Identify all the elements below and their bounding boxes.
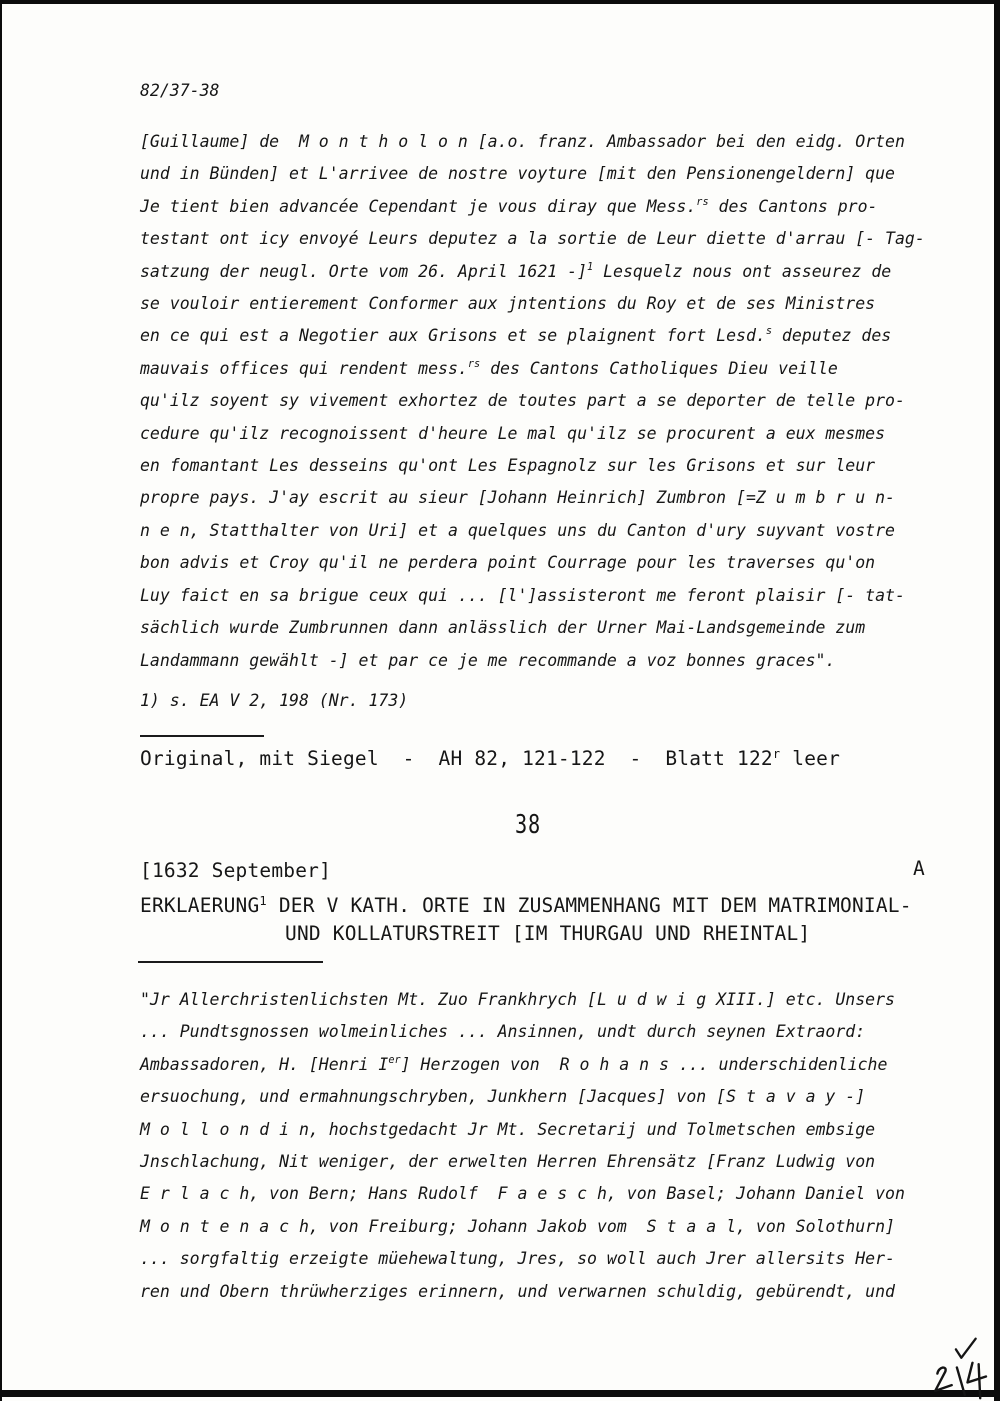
scan-border-top	[0, 0, 1000, 4]
document-marker-a: A	[913, 857, 925, 880]
text-line: en ce qui est a Negotier aux Grisons et se plaignent fort Lesd.$^s$ deputez des	[140, 326, 892, 346]
footnote: 1) s. EA V 2, 198 (Nr. 173)	[140, 691, 409, 710]
text-line: und in Bünden] et L'arrivee de nostre voyture [mit den Pensionengeldern] que	[140, 164, 895, 184]
text-line: Luy faict en sa brigue ceux qui ... [l']assisteront me feront plaisir [- tat-	[140, 585, 905, 605]
text-line: qu'ilz soyent sy vivement exhortez de toutes part a se deporter de telle pro-	[140, 391, 905, 411]
scan-border-right	[994, 0, 1000, 1401]
text-line: Jnschlachung, Nit weniger, der erwelten Herren Ehrensätz [Franz Ludwig von	[140, 1152, 876, 1172]
separator-rule	[140, 735, 264, 737]
text-line: bon advis et Croy qu'il ne perdera point Courrage pour les traverses qu'on	[140, 553, 876, 573]
title-rule	[138, 961, 323, 963]
document-title-line-2: UND KOLLATURSTREIT [IM THURGAU UND RHEINTAL]	[285, 922, 811, 945]
handwritten-page-number	[926, 1351, 999, 1401]
text-line: E r l a c h, von Bern; Hans Rudolf F a e s c h, von Basel; Johann Daniel von	[140, 1184, 905, 1204]
text-line: propre pays. J'ay escrit au sieur [Johann Heinrich] Zumbron [=Z u m b r u n-	[140, 488, 895, 508]
scan-border-bottom	[0, 1390, 1000, 1397]
text-line: ersuochung, und ermahnungschryben, Junkhern [Jacques] von [S t a v a y -]	[140, 1087, 866, 1107]
text-line: Ambassadoren, H. [Henri Ier] Herzogen von R o h a n s ... underschidenliche	[140, 1054, 888, 1074]
text-line: ... Pundtsgnossen wolmeinliches ... Ansinnen, undt durch seynen Extraord:	[140, 1022, 866, 1042]
text-line: mauvais offices qui rendent mess.$^{rs}$ des Cantons Catholiques Dieu veille	[140, 358, 838, 378]
document-title-line-1: ERKLAERUNG$^1$ DER V KATH. ORTE IN ZUSAMMENHANG MIT DEM MATRIMONIAL-	[140, 894, 912, 917]
document-date: [1632 September]	[140, 859, 332, 882]
text-line: satzung der neugl. Orte vom 26. April 1621 -]$^1$ Lesquelz nous ont asseurez de	[140, 261, 892, 281]
archive-reference: 82/37-38	[140, 81, 220, 100]
provenance-line: Original, mit Siegel - AH 82, 121-122 - Blatt 122$^r$ leer	[140, 747, 841, 770]
text-line: Landammann gewählt -] et par ce je me recommande a voz bonnes graces".	[140, 650, 836, 670]
text-line: M o l l o n d i n, hochstgedacht Jr Mt. Secretarij und Tolmetschen embsige	[140, 1119, 876, 1139]
letter-body	[140, 126, 960, 677]
document-number: 38	[515, 810, 541, 840]
text-line: sächlich wurde Zumbrunnen dann anlässlich der Urner Mai-Landsgemeinde zum	[140, 618, 866, 638]
text-line: M o n t e n a c h, von Freiburg; Johann Jakob vom S t a a l, von Solothurn]	[140, 1216, 895, 1236]
text-line: "Jr Allerchristenlichsten Mt. Zuo Frankhrych [L u d w i g XIII.] etc. Unsers	[140, 990, 895, 1009]
text-line: ren und Obern thrüwherziges erinnern, und verwarnen schuldig, gebürendt, und	[140, 1281, 895, 1301]
declaration-body	[140, 984, 960, 1308]
text-line: cedure qu'ilz recognoissent d'heure Le mal qu'ilz se procurent a eux mesmes	[140, 423, 886, 443]
text-line: se vouloir entierement Conformer aux jntentions du Roy et de ses Ministres	[140, 294, 876, 314]
text-line: ... sorgfaltig erzeigte müehewaltung, Jres, so woll auch Jrer allersits Her-	[140, 1249, 895, 1269]
text-line: testant ont icy envoyé Leurs deputez a la sortie de Leur diette d'arrau [- Tag-	[140, 229, 925, 249]
scan-border-left	[0, 0, 2, 1401]
text-line: [Guillaume] de M o n t h o l o n [a.o. franz. Ambassador bei den eidg. Orten	[140, 132, 905, 151]
text-line: Je tient bien advancée Cependant je vous diray que Mess.$^{rs}$ des Cantons pro-	[140, 196, 878, 216]
text-line: en fomantant Les desseins qu'ont Les Espagnolz sur les Grisons et sur leur	[140, 456, 876, 476]
text-line: n e n, Statthalter von Uri] et a quelques uns du Canton d'ury suyvant vostre	[140, 520, 895, 540]
